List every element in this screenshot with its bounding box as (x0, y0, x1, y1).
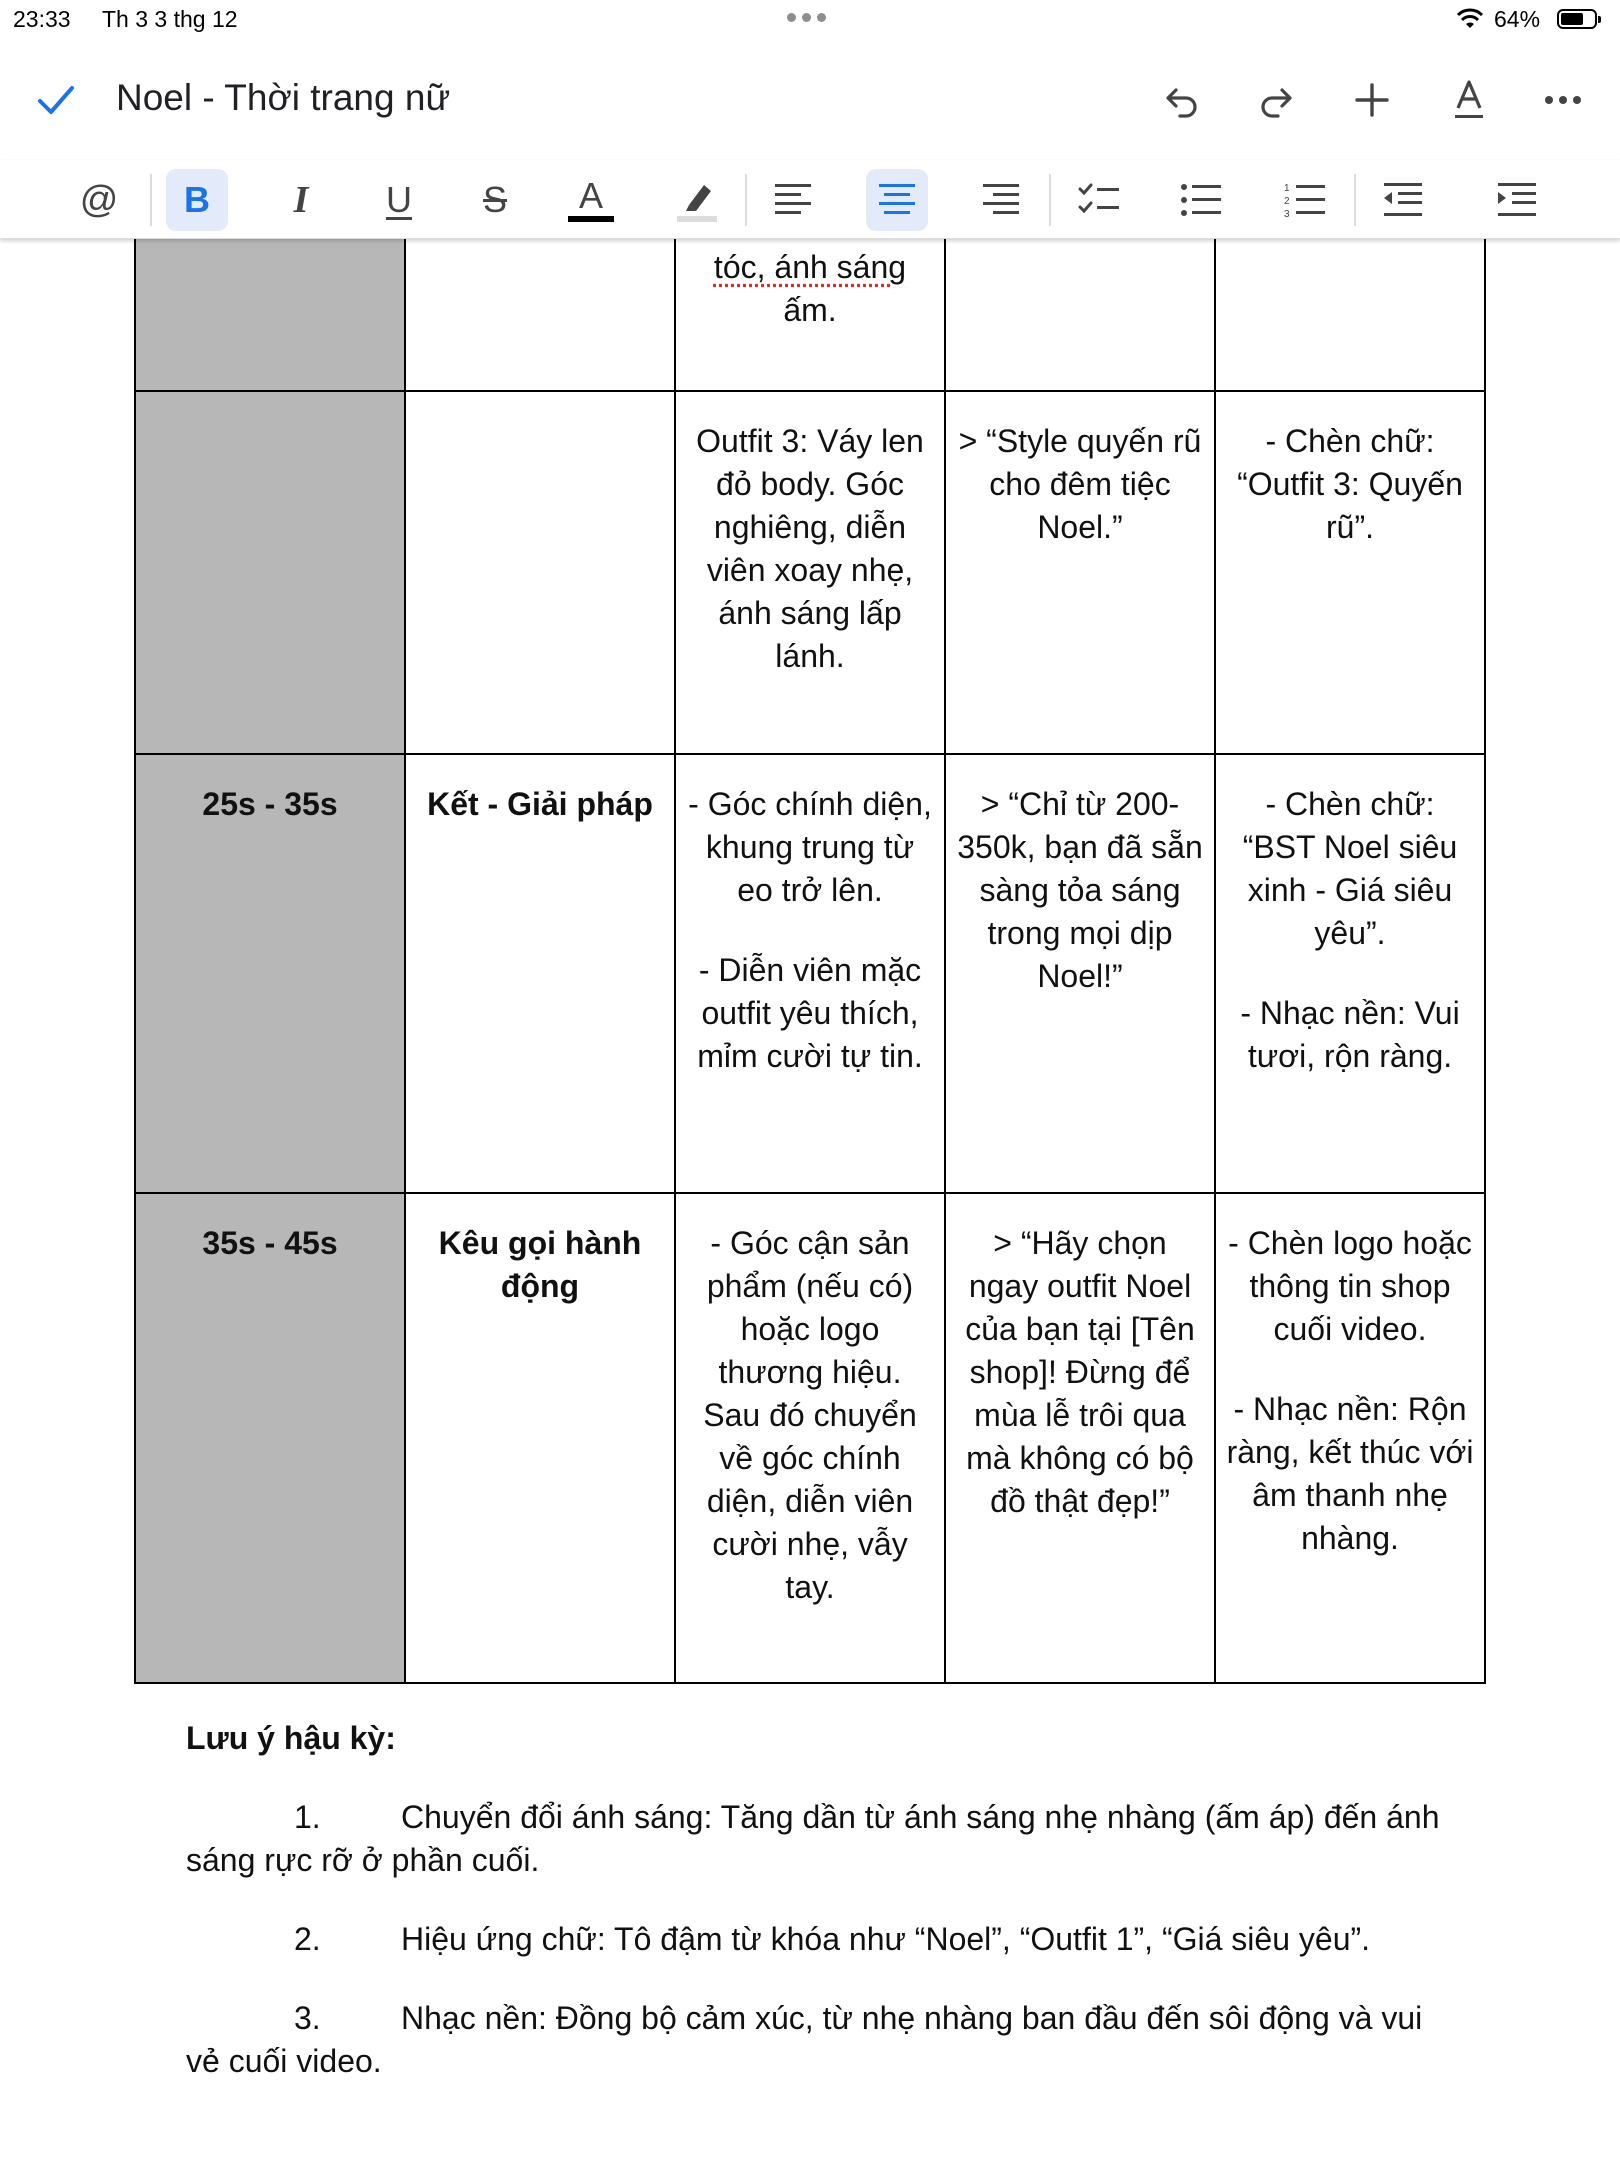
voice-cell[interactable] (945, 754, 1215, 1193)
notes-heading: Lưu ý hậu kỳ: (186, 1720, 396, 1756)
spell-flag: tóc, ánh sáng (713, 249, 907, 285)
document-body[interactable] (0, 239, 1620, 2160)
highlighter-icon (674, 177, 720, 223)
time-cell[interactable] (135, 1193, 405, 1683)
list-text: Nhạc nền: Đồng bộ cảm xúc, từ nhẹ nhàng ban đầu đến sôi động và vui vẻ cuối video. (186, 2000, 1423, 2079)
cell-paragraph: > “Chỉ từ 200-350k, bạn đã sẵn sàng tỏa sáng trong mọi dịp Noel!” (957, 786, 1203, 994)
wifi-icon (1456, 8, 1484, 36)
align-left-button[interactable] (762, 169, 824, 231)
voice-cell[interactable] (945, 1193, 1215, 1683)
more-icon[interactable] (1537, 74, 1589, 126)
increase-indent-icon (1496, 181, 1538, 219)
time-cell[interactable] (135, 754, 405, 1193)
list-number: 3. (294, 2000, 321, 2036)
underline-button[interactable] (368, 169, 430, 231)
status-bar (0, 0, 1620, 40)
cell-paragraph: - Nhạc nền: Vui tươi, rộn ràng. (1240, 995, 1460, 1074)
cell-paragraph: - Góc cận sản phẩm (nếu có) hoặc logo thương hiệu. Sau đó chuyển về góc chính diện, diễn viên cười nhẹ, vẫy tay. (703, 1225, 917, 1605)
time-cell[interactable] (135, 391, 405, 754)
text-cell[interactable] (1215, 1193, 1485, 1683)
text-color-button[interactable] (560, 169, 622, 231)
undo-icon[interactable] (1156, 74, 1208, 126)
text-format-icon[interactable] (1443, 74, 1495, 126)
list-item (186, 1918, 1446, 1961)
checklist-button[interactable] (1068, 169, 1130, 231)
cell-paragraph: - Diễn viên mặc outfit yêu thích, mỉm cười tự tin. (697, 952, 923, 1074)
status-date: Th 3 3 thg 12 (102, 6, 238, 32)
cell-paragraph: - Chèn logo hoặc thông tin shop cuối video. (1228, 1225, 1472, 1347)
align-right-button[interactable] (970, 169, 1032, 231)
bold-label: B (184, 179, 210, 220)
cell-line (686, 246, 934, 289)
toolbar-divider (150, 174, 152, 226)
list-number: 2. (294, 1921, 321, 1957)
document-title[interactable]: Noel - Thời trang nữ (116, 77, 451, 118)
table-row (135, 391, 1485, 754)
format-toolbar (0, 160, 1620, 239)
highlight-button[interactable] (666, 169, 728, 231)
list-number: 1. (294, 1799, 321, 1835)
svg-text:2: 2 (1284, 196, 1290, 207)
numbered-list-icon (1283, 181, 1327, 219)
script-table[interactable] (134, 209, 1486, 1684)
text-color-icon (568, 175, 614, 222)
strikethrough-label: S (482, 179, 507, 220)
toolbar-divider (745, 174, 747, 226)
strikethrough-button[interactable] (464, 169, 526, 231)
cell-paragraph: - Chèn chữ: “Outfit 3: Quyến rũ”. (1237, 423, 1463, 545)
section-label: Kêu gọi hành động (438, 1225, 642, 1304)
underline-label: U (386, 179, 412, 220)
time-label: 25s - 35s (202, 786, 338, 822)
visual-cell[interactable] (675, 754, 945, 1193)
voice-cell[interactable] (945, 391, 1215, 754)
table-row (135, 1193, 1485, 1683)
table-row (135, 754, 1485, 1193)
section-cell[interactable] (405, 1193, 675, 1683)
visual-cell[interactable] (675, 1193, 945, 1683)
cell-paragraph: - Góc chính diện, khung trung từ eo trở lên. (688, 786, 932, 908)
decrease-indent-button[interactable] (1372, 169, 1434, 231)
italic-label: I (293, 179, 309, 221)
multitasking-dots-icon[interactable] (787, 13, 826, 22)
mention-icon[interactable] (68, 169, 130, 231)
cell-paragraph: - Chèn chữ: “BST Noel siêu xinh - Giá siêu yêu”. (1242, 786, 1458, 951)
redo-icon[interactable] (1250, 74, 1302, 126)
align-right-icon (981, 182, 1021, 218)
svg-text:3: 3 (1284, 209, 1290, 220)
list-item (186, 1796, 1446, 1882)
align-center-button[interactable] (866, 169, 928, 231)
italic-button[interactable] (270, 169, 332, 231)
text-cell[interactable] (1215, 754, 1485, 1193)
cell-paragraph: Outfit 3: Váy len đỏ body. Góc nghiêng, diễn viên xoay nhẹ, ánh sáng lấp lánh. (696, 423, 924, 674)
checklist-icon (1077, 182, 1121, 218)
section-cell[interactable] (405, 754, 675, 1193)
text-color-label: A (578, 175, 603, 216)
align-left-icon (773, 182, 813, 218)
section-label: Kết - Giải pháp (427, 786, 653, 822)
battery-percent: 64% (1494, 6, 1541, 32)
numbered-list-button[interactable] (1274, 169, 1336, 231)
cell-paragraph: > “Hãy chọn ngay outfit Noel của bạn tại [Tên shop]! Đừng để mùa lễ trôi qua mà không có bộ đồ thật đẹp!” (965, 1225, 1195, 1519)
bulleted-list-icon (1179, 182, 1223, 218)
text-cell[interactable] (1215, 391, 1485, 754)
bold-button[interactable] (166, 169, 228, 231)
post-production-notes[interactable] (186, 1717, 1446, 2119)
section-cell[interactable] (405, 391, 675, 754)
plus-icon[interactable] (1346, 74, 1398, 126)
list-text: Chuyển đổi ánh sáng: Tăng dần từ ánh sáng nhẹ nhàng (ấm áp) đến ánh sáng rực rỡ ở phần cuối. (186, 1799, 1440, 1878)
status-time: 23:33 (13, 6, 71, 32)
time-label: 35s - 45s (202, 1225, 338, 1261)
battery-icon (1557, 9, 1597, 29)
svg-text:1: 1 (1284, 183, 1290, 194)
list-text: Hiệu ứng chữ: Tô đậm từ khóa như “Noel”, “Outfit 1”, “Giá siêu yêu”. (401, 1921, 1371, 1957)
mention-label: @ (79, 178, 119, 221)
cell-line: ấm. (783, 292, 837, 328)
document-header (0, 60, 1620, 140)
bulleted-list-button[interactable] (1170, 169, 1232, 231)
visual-cell[interactable] (675, 391, 945, 754)
increase-indent-button[interactable] (1486, 169, 1548, 231)
align-center-icon (877, 182, 917, 218)
cell-paragraph: - Nhạc nền: Rộn ràng, kết thúc với âm thanh nhẹ nhàng. (1226, 1391, 1474, 1556)
list-item (186, 1997, 1446, 2083)
toolbar-divider (1354, 174, 1356, 226)
decrease-indent-icon (1382, 181, 1424, 219)
cell-paragraph: > “Style quyến rũ cho đêm tiệc Noel.” (958, 423, 1202, 545)
check-icon[interactable] (36, 80, 76, 125)
toolbar-divider (1049, 174, 1051, 226)
